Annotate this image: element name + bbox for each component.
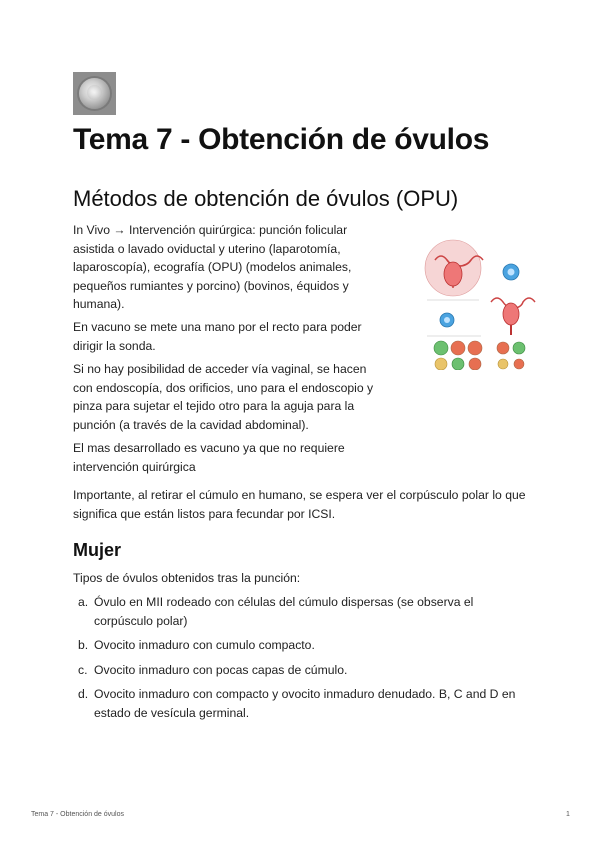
list-item-text: Ovocito inmaduro con compacto y ovocito inmaduro denudado. B, C and D en estado de vesícula germinal. — [94, 687, 516, 720]
paragraph-text: En vacuno se mete una mano por el recto para poder dirigir la sonda. — [73, 320, 362, 353]
list-item — [73, 685, 533, 722]
section-heading: Métodos de obtención de óvulos (OPU) — [73, 186, 459, 211]
paragraph-text: El mas desarrollado es vacuno ya que no requiere intervención quirúrgica — [73, 441, 345, 474]
paragraph-vacuno — [73, 318, 389, 355]
page-number: 1 — [566, 811, 570, 818]
oocyte-image-icon — [73, 72, 116, 115]
paragraph-in-vivo — [73, 221, 389, 314]
reproductive-anatomy-illustration — [421, 236, 537, 370]
list-intro — [73, 569, 533, 588]
list-item-text: Óvulo en MII rodeado con células del cúmulo dispersas (se observa el corpúsculo polar) — [94, 595, 474, 628]
list-item — [73, 661, 533, 680]
list-marker: b. — [78, 638, 89, 652]
list-item — [73, 636, 533, 655]
list-item-text: Ovocito inmaduro con cumulo compacto. — [94, 638, 315, 652]
footer-title: Tema 7 - Obtención de óvulos — [31, 811, 124, 818]
oocyte-types-list — [73, 593, 533, 722]
paragraph-desarrollado — [73, 439, 389, 476]
paragraph-text: Tipos de óvulos obtenidos tras la punción: — [73, 571, 301, 585]
paragraph-importante — [73, 486, 533, 523]
list-item-text: Ovocito inmaduro con pocas capas de cúmulo. — [94, 662, 348, 677]
list-item — [73, 593, 533, 630]
list-marker: d. — [78, 687, 89, 701]
paragraph-endoscopia — [73, 360, 389, 434]
subsection-heading: Mujer — [73, 540, 122, 560]
list-marker: a. — [78, 595, 89, 609]
paragraph-text: Si no hay posibilidad de acceder vía vaginal, se hacen con endoscopía, dos orificios, uno para el endoscopio y pinza para sujetar el tejido otro para la aguja para la punción (a través de la cavidad abdominal). — [73, 362, 374, 432]
paragraph-text: Importante, al retirar el cúmulo en humano, se espera ver el corpúsculo polar lo que significa que están listos para fecundar por ICSI. — [73, 488, 526, 521]
oocyte-cell-shape — [79, 78, 110, 109]
paragraph-text: In Vivo → Intervención quirúrgica: punción folicular asistida o lavado oviductal y uterino (laparotomía, laparoscopía), ecografía (OPU) (modelos animales, pequeños rumiantes y porcino) (bovinos, équidos y humana). — [73, 223, 352, 311]
list-marker: c. — [78, 662, 88, 677]
page-title: Tema 7 - Obtención de óvulos — [73, 123, 490, 156]
